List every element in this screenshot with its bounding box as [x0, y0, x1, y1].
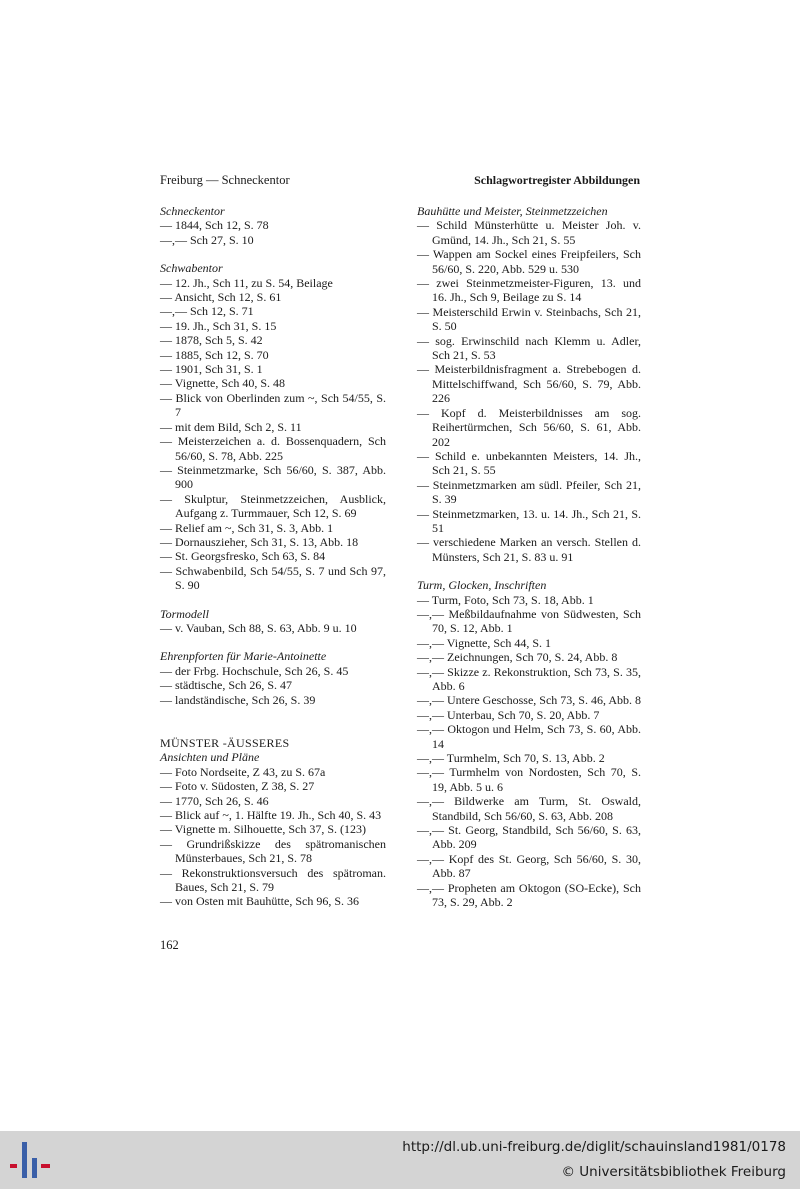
section-heading: Turm, Glocken, Inschriften	[417, 578, 547, 593]
index-entry: — Grundrißskizze des spätromanischen Münsterbaues, Sch 21, S. 78	[160, 836, 386, 866]
index-entry: — zwei Steinmetzmeister-Figuren, 13. und 16. Jh., Sch 9, Beilage zu S. 14	[417, 276, 641, 305]
index-entry: — Turm, Foto, Sch 73, S. 18, Abb. 1	[417, 592, 594, 607]
index-entry: — 1844, Sch 12, S. 78	[160, 218, 269, 233]
index-entry: —,— Propheten am Oktogon (SO-Ecke), Sch 73, S. 29, Abb. 2	[417, 880, 641, 910]
page-number: 162	[160, 938, 179, 952]
index-entry: — Meisterschild Erwin v. Steinbachs, Sch 21, S. 50	[417, 304, 641, 334]
index-section	[417, 578, 641, 909]
index-entry: — Vignette, Sch 40, S. 48	[160, 376, 286, 391]
source-url-link[interactable]: http://dl.ub.uni-freiburg.de/diglit/schauinsland1981/0178	[402, 1139, 786, 1155]
index-entry: —,— Oktogon und Helm, Sch 73, S. 60, Abb. 14	[417, 722, 641, 751]
index-entry: —,— Vignette, Sch 44, S. 1	[417, 635, 552, 650]
index-entry: — von Osten mit Bauhütte, Sch 96, S. 36	[160, 894, 359, 909]
index-entry: — Vignette m. Silhouette, Sch 37, S. (123)	[160, 822, 367, 837]
index-entry: — Meisterbildnisfragment a. Strebebogen d. Mittelschiffwand, Sch 56/60, S. 79, Abb. 226	[417, 362, 641, 406]
right-column	[417, 204, 641, 910]
index-entry: — Blick auf ~, 1. Hälfte 19. Jh., Sch 40, S. 43	[160, 808, 382, 823]
section-heading: Schwabentor	[160, 261, 223, 276]
index-entry: — mit dem Bild, Sch 2, S. 11	[160, 419, 302, 434]
running-head-left: Freiburg — Schneckentor	[160, 173, 290, 187]
index-entry: — Blick von Oberlinden zum ~, Sch 54/55, S. 7	[160, 390, 386, 420]
running-head-right: Schlagwortregister Abbildungen	[474, 173, 640, 187]
index-entry: —,— Meßbildaufnahme von Südwesten, Sch 70, S. 12, Abb. 1	[417, 606, 641, 636]
index-entry: — Dornauszieher, Sch 31, S. 13, Abb. 18	[160, 534, 359, 549]
section-heading: Ansichten und Pläne	[160, 750, 260, 765]
index-entry: —,— Skizze z. Rekonstruktion, Sch 73, S. 35, Abb. 6	[417, 664, 641, 693]
section-heading: Bauhütte und Meister, Steinmetzzeichen	[417, 204, 608, 218]
index-entry: — Skulptur, Steinmetzzeichen, Ausblick, Aufgang z. Turmmauer, Sch 12, S. 69	[160, 491, 386, 521]
index-entry: —,— Sch 12, S. 71	[160, 304, 254, 319]
section-heading: Schneckentor	[160, 204, 225, 218]
index-entry: —,— Sch 27, S. 10	[160, 232, 254, 247]
index-entry: — Steinmetzmarken am südl. Pfeiler, Sch 21, S. 39	[417, 477, 641, 507]
index-section	[160, 261, 386, 592]
index-entry: —,— Zeichnungen, Sch 70, S. 24, Abb. 8	[417, 650, 618, 665]
index-entry: — 1878, Sch 5, S. 42	[160, 333, 263, 348]
index-section	[160, 204, 386, 247]
index-entry: —,— St. Georg, Standbild, Sch 56/60, S. 63, Abb. 209	[417, 823, 641, 852]
index-entry: — sog. Erwinschild nach Klemm u. Adler, Sch 21, S. 53	[417, 333, 641, 363]
index-entry: — 19. Jh., Sch 31, S. 15	[160, 318, 277, 333]
index-entry: — 12. Jh., Sch 11, zu S. 54, Beilage	[160, 275, 333, 290]
index-entry: — der Frbg. Hochschule, Sch 26, S. 45	[160, 663, 349, 678]
index-section	[160, 736, 386, 909]
index-entry: — Relief am ~, Sch 31, S. 3, Abb. 1	[160, 520, 334, 535]
index-entry: —,— Untere Geschosse, Sch 73, S. 46, Abb. 8	[417, 693, 641, 708]
index-entry: — Wappen am Sockel eines Freipfeilers, Sch 56/60, S. 220, Abb. 529 u. 530	[417, 247, 641, 276]
index-entry: —,— Bildwerke am Turm, St. Oswald, Standbild, Sch 56/60, S. 63, Abb. 208	[417, 794, 641, 823]
index-section	[417, 204, 641, 564]
index-section	[160, 649, 386, 707]
index-entry: —,— Unterbau, Sch 70, S. 20, Abb. 7	[417, 707, 600, 722]
library-logo-icon	[10, 1138, 52, 1182]
index-entry: — 1770, Sch 26, S. 46	[160, 793, 269, 808]
index-entry: — Steinmetzmarken, 13. u. 14. Jh., Sch 21, S. 51	[417, 506, 641, 535]
index-entry: — v. Vauban, Sch 88, S. 63, Abb. 9 u. 10	[160, 620, 357, 635]
index-section	[160, 607, 386, 636]
index-entry: — St. Georgsfresko, Sch 63, S. 84	[160, 549, 326, 564]
index-entry: — verschiedene Marken an versch. Stellen d. Münsters, Sch 21, S. 83 u. 91	[417, 535, 641, 564]
index-entry: —,— Kopf des St. Georg, Sch 56/60, S. 30, Abb. 87	[417, 851, 641, 881]
index-entry: — Schild e. unbekannten Meisters, 14. Jh., Sch 21, S. 55	[417, 448, 641, 478]
copyright-notice: © Universitätsbibliothek Freiburg	[561, 1164, 786, 1180]
index-entry: — Kopf d. Meisterbildnisses am sog. Reihertürmchen, Sch 56/60, S. 61, Abb. 202	[417, 405, 641, 449]
index-entry: — städtische, Sch 26, S. 47	[160, 678, 292, 693]
index-entry: — Foto Nordseite, Z 43, zu S. 67a	[160, 764, 326, 779]
index-entry: — 1901, Sch 31, S. 1	[160, 362, 263, 377]
index-entry: — 1885, Sch 12, S. 70	[160, 347, 269, 362]
index-entry: — Steinmetzmarke, Sch 56/60, S. 387, Abb. 900	[160, 462, 386, 492]
index-entry: — Rekonstruktionsversuch des spätroman. Baues, Sch 21, S. 79	[160, 865, 386, 895]
index-entry: — landständische, Sch 26, S. 39	[160, 692, 316, 707]
footer-bar	[0, 1131, 800, 1189]
index-entry: —,— Turmhelm, Sch 70, S. 13, Abb. 2	[417, 751, 605, 766]
section-heading: Ehrenpforten für Marie-Antoinette	[160, 649, 327, 664]
index-entry: — Meisterzeichen a. d. Bossenquadern, Sch 56/60, S. 78, Abb. 225	[160, 434, 386, 463]
index-entry: — Schild Münsterhütte u. Meister Joh. v. Gmünd, 14. Jh., Sch 21, S. 55	[417, 218, 641, 247]
index-entry: — Ansicht, Sch 12, S. 61	[160, 290, 282, 305]
index-entry: — Foto v. Südosten, Z 38, S. 27	[160, 779, 315, 794]
left-column	[160, 204, 386, 909]
section-title: MÜNSTER -ÄUSSERES	[160, 736, 290, 750]
index-entry: — Schwabenbild, Sch 54/55, S. 7 und Sch 97, S. 90	[160, 563, 386, 593]
index-entry: —,— Turmhelm von Nordosten, Sch 70, S. 19, Abb. 5 u. 6	[417, 765, 641, 794]
section-heading: Tormodell	[160, 606, 209, 621]
